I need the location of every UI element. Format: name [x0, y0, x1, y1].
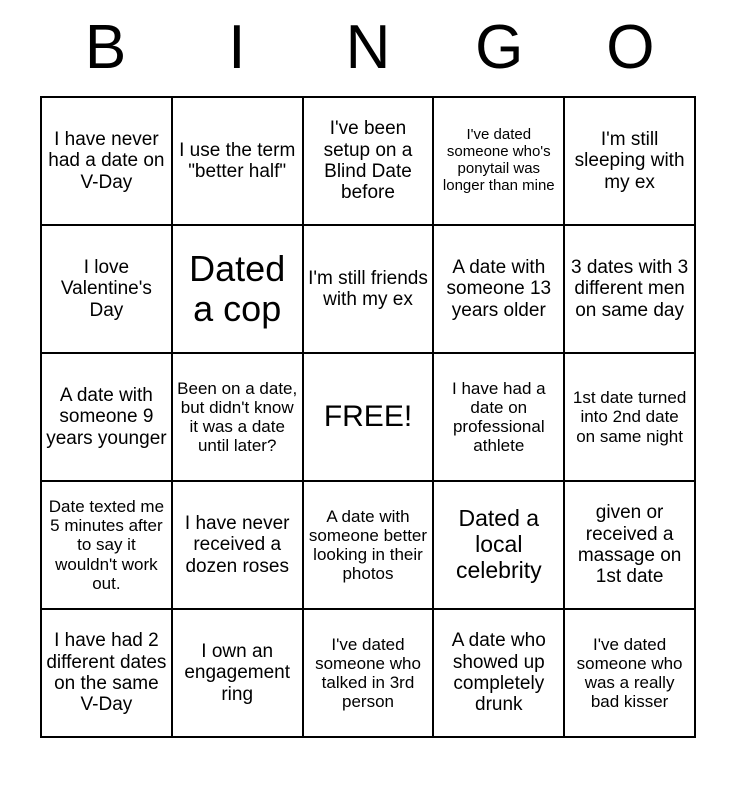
- bingo-cell-text: I have never received a dozen roses: [184, 513, 290, 577]
- bingo-cell[interactable]: [172, 481, 303, 609]
- bingo-cell[interactable]: [172, 225, 303, 353]
- bingo-cell[interactable]: [303, 609, 434, 737]
- header-letter-b: B: [84, 13, 127, 82]
- bingo-cell[interactable]: [564, 481, 695, 609]
- header-letter-g: G: [475, 13, 524, 82]
- bingo-cell-text: I use the term "better half": [179, 139, 296, 182]
- bingo-cell[interactable]: [564, 353, 695, 481]
- bingo-cell-text: I'm still friends with my ex: [308, 267, 428, 310]
- bingo-cell-text: A date with someone 9 years younger: [46, 385, 167, 449]
- header-letter-i: I: [228, 13, 246, 82]
- bingo-cell-text: I own an engagement ring: [184, 641, 291, 705]
- bingo-cell-text: I've been setup on a Blind Date before: [323, 118, 413, 204]
- bingo-cell[interactable]: [564, 225, 695, 353]
- bingo-cell[interactable]: [303, 481, 434, 609]
- bingo-cell[interactable]: [172, 609, 303, 737]
- bingo-cell-text: Been on a date, but didn't know it was a date until later?: [177, 378, 298, 456]
- bingo-cell-text: FREE!: [323, 400, 413, 434]
- bingo-cell-text: A date with someone better looking in their photos: [308, 506, 428, 584]
- bingo-row: [41, 97, 695, 225]
- bingo-row: [41, 609, 695, 737]
- bingo-cell-text: I'm still sleeping with my ex: [574, 129, 685, 193]
- bingo-cell[interactable]: [433, 97, 564, 225]
- bingo-cell[interactable]: [41, 481, 172, 609]
- bingo-cell-text: A date with someone 13 years older: [446, 257, 552, 321]
- bingo-grid: [40, 96, 696, 738]
- bingo-cell-text: I have never had a date on V-Day: [48, 129, 165, 193]
- bingo-cell[interactable]: [41, 97, 172, 225]
- bingo-cell[interactable]: [172, 353, 303, 481]
- bingo-cell-text: 1st date turned into 2nd date on same night: [572, 388, 687, 446]
- bingo-cell[interactable]: [41, 353, 172, 481]
- bingo-row: [41, 481, 695, 609]
- bingo-cell[interactable]: [41, 609, 172, 737]
- bingo-cell[interactable]: [433, 353, 564, 481]
- bingo-row: [41, 225, 695, 353]
- bingo-cell[interactable]: [172, 97, 303, 225]
- bingo-cell-text: I love Valentine's Day: [60, 257, 152, 321]
- bingo-cell-text: I've dated someone who's ponytail was longer than mine: [442, 126, 555, 194]
- bingo-cell[interactable]: [564, 609, 695, 737]
- bingo-cell[interactable]: [433, 609, 564, 737]
- bingo-cell[interactable]: [564, 97, 695, 225]
- bingo-cell-text: given or received a massage on 1st date: [577, 502, 682, 588]
- bingo-cell-text: I have had 2 different dates on the same V-Day: [46, 630, 167, 716]
- header-letter-n: N: [345, 13, 391, 82]
- header-letter-o: O: [606, 13, 655, 82]
- bingo-cell[interactable]: [433, 481, 564, 609]
- bingo-row: [41, 353, 695, 481]
- bingo-cell[interactable]: [433, 225, 564, 353]
- bingo-cell-text: I've dated someone who was a really bad kisser: [576, 634, 683, 712]
- bingo-cell[interactable]: [303, 225, 434, 353]
- bingo-cell-text: Dated a local celebrity: [455, 505, 542, 583]
- bingo-cell-text: I have had a date on professional athlete: [452, 378, 546, 456]
- bingo-cell-text: 3 dates with 3 different men on same day: [570, 257, 689, 321]
- bingo-cell-text: I've dated someone who talked in 3rd person: [315, 634, 421, 712]
- bingo-cell[interactable]: [41, 225, 172, 353]
- bingo-header: [40, 0, 696, 96]
- bingo-cell-text: Date texted me 5 minutes after to say it wouldn't work out.: [48, 497, 165, 593]
- bingo-cell-free[interactable]: [303, 353, 434, 481]
- bingo-cell-text: Dated a cop: [189, 247, 286, 329]
- bingo-cell[interactable]: [303, 97, 434, 225]
- bingo-cell-text: A date who showed up completely drunk: [451, 630, 546, 716]
